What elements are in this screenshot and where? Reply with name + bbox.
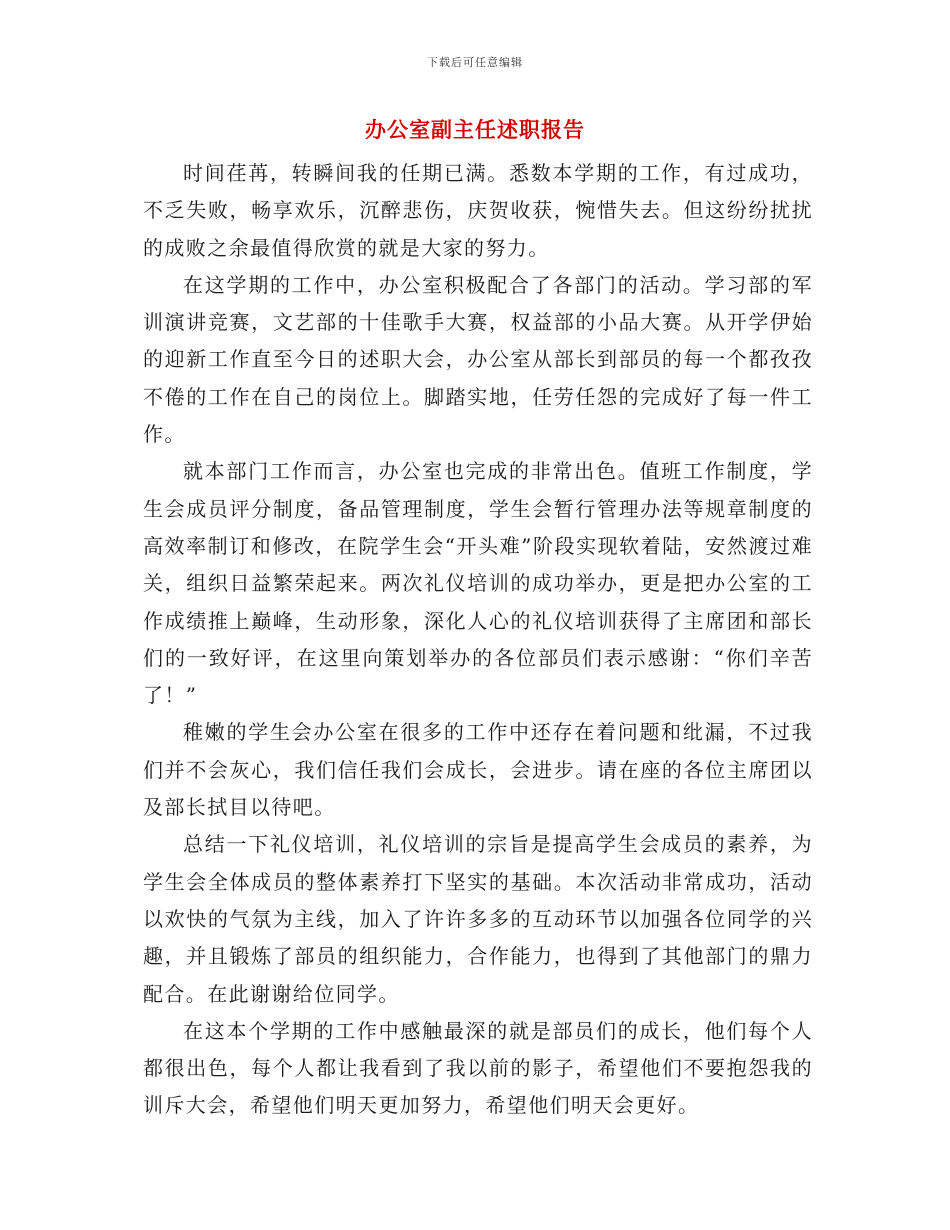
header-note: 下载后可任意编辑: [427, 56, 523, 69]
paragraph: 总结一下礼仪培训，礼仪培训的宗旨是提高学生会成员的素养，为学生会全体成员的整体素养打下坚实的基础。本次活动非常成功，活动以欢快的气氛为主线，加入了许许多多的互动环节以加强各位同学的兴趣，并且锻炼了部员的组织能力，合作能力，也得到了其他部门的鼎力配合。在此谢谢给位同学。: [143, 832, 813, 1006]
paragraph: 时间荏苒，转瞬间我的任期已满。悉数本学期的工作，有过成功，不乏失败，畅享欢乐，沉醉悲伤，庆贺收获，惋惜失去。但这纷纷扰扰的成败之余最值得欣赏的就是大家的努力。: [143, 161, 813, 260]
paragraph: 在这学期的工作中，办公室积极配合了各部门的活动。学习部的军训演讲竞赛，文艺部的十佳歌手大赛，权益部的小品大赛。从开学伊始的迎新工作直至今日的述职大会，办公室从部长到部员的每一个都孜孜不倦的工作在自己的岗位上。脚踏实地，任劳任怨的完成好了每一件工作。: [143, 272, 813, 447]
paragraph: 就本部门工作而言，办公室也完成的非常出色。值班工作制度，学生会成员评分制度，备品管理制度，学生会暂行管理办法等规章制度的高效率制订和修改，在院学生会“开头难”阶段实现软着陆，安然渡过难关，组织日益繁荣起来。两次礼仪培训的成功举办，更是把办公室的工作成绩推上巅峰，生动形象，深化人心的礼仪培训获得了主席团和部长们的一致好评，在这里向策划举办的各位部员们表示感谢：“你们辛苦了！”: [143, 459, 813, 708]
document-body: [143, 155, 813, 1125]
paragraph: 稚嫩的学生会办公室在很多的工作中还存在着问题和纰漏，不过我们并不会灰心，我们信任我们会成长，会进步。请在座的各位主席团以及部长拭目以待吧。: [143, 720, 813, 820]
paragraph: 在这本个学期的工作中感触最深的就是部员们的成长，他们每个人都很出色，每个人都让我看到了我以前的影子，希望他们不要抱怨我的训斥大会，希望他们明天更加努力，希望他们明天会更好。: [143, 1018, 813, 1118]
document-title: 办公室副主任述职报告: [365, 117, 585, 142]
